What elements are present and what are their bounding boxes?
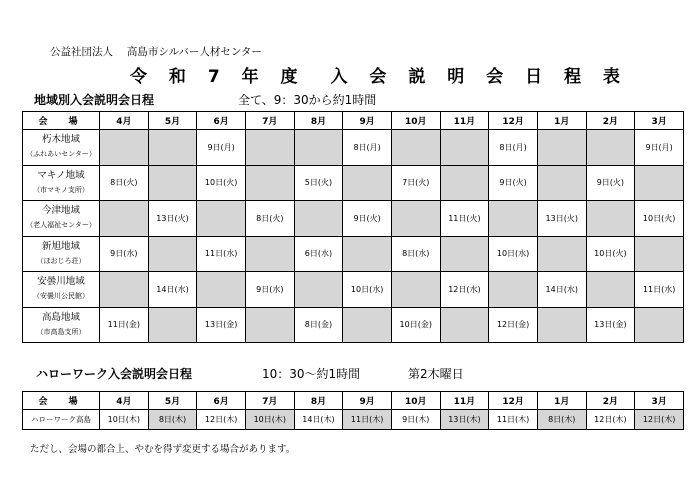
table-row xyxy=(23,410,684,430)
empty-cell xyxy=(391,201,440,237)
hellowork-time-note: 10：30～約1時間 xyxy=(262,367,361,381)
session-date-cell: 10日(火) xyxy=(197,165,246,201)
session-date-cell: 11日(金) xyxy=(100,307,149,343)
session-date-cell: 10日(火) xyxy=(586,236,635,272)
month-header: 3月 xyxy=(635,392,684,410)
empty-cell xyxy=(197,272,246,308)
region-cell xyxy=(23,130,100,166)
session-date-cell: 8日(金) xyxy=(294,307,343,343)
session-date-cell: 10日(火) xyxy=(635,201,684,237)
empty-cell xyxy=(148,130,197,166)
session-date-cell: 8日(木) xyxy=(148,410,197,430)
empty-cell xyxy=(100,130,149,166)
empty-cell xyxy=(635,236,684,272)
region-cell xyxy=(23,307,100,343)
session-date-cell: 9日(火) xyxy=(586,165,635,201)
venue-header: 会 場 xyxy=(23,112,100,130)
session-date-cell: 13日(火) xyxy=(148,201,197,237)
month-header: 2月 xyxy=(586,112,635,130)
month-header: 7月 xyxy=(245,392,294,410)
month-header: 1月 xyxy=(537,112,586,130)
month-header: 9月 xyxy=(343,112,392,130)
empty-cell xyxy=(294,130,343,166)
hellowork-schedule-table xyxy=(22,391,684,430)
session-date-cell: 12日(水) xyxy=(440,272,489,308)
empty-cell xyxy=(343,236,392,272)
region-name: 高島地域 xyxy=(41,311,80,323)
region-venue: （市高島支所） xyxy=(36,327,86,336)
session-date-cell: 11日(木) xyxy=(489,410,538,430)
session-date-cell: 9日(火) xyxy=(343,201,392,237)
region-name: 朽木地域 xyxy=(41,134,80,146)
session-date-cell: 14日(水) xyxy=(537,272,586,308)
regional-schedule-heading: 地域別入会説明会日程 xyxy=(34,93,155,107)
session-date-cell: 12日(木) xyxy=(635,410,684,430)
empty-cell xyxy=(537,165,586,201)
month-header: 1月 xyxy=(537,392,586,410)
empty-cell xyxy=(294,272,343,308)
empty-cell xyxy=(245,236,294,272)
region-venue: （安曇川公民館） xyxy=(33,292,89,301)
session-date-cell: 13日(金) xyxy=(586,307,635,343)
empty-cell xyxy=(489,201,538,237)
empty-cell xyxy=(148,307,197,343)
session-date-cell: 6日(水) xyxy=(294,236,343,272)
session-date-cell: 12日(木) xyxy=(586,410,635,430)
month-header: 12月 xyxy=(489,392,538,410)
empty-cell xyxy=(100,272,149,308)
table-header-row xyxy=(23,392,684,410)
empty-cell xyxy=(586,130,635,166)
month-header: 12月 xyxy=(489,112,538,130)
session-date-cell: 13日(火) xyxy=(537,201,586,237)
empty-cell xyxy=(635,165,684,201)
region-name: マキノ地域 xyxy=(37,169,85,181)
session-date-cell: 8日(月) xyxy=(489,130,538,166)
table-row xyxy=(23,236,684,272)
empty-cell xyxy=(100,201,149,237)
session-date-cell: 14日(木) xyxy=(294,410,343,430)
table-header-row xyxy=(23,112,684,130)
session-date-cell: 10日(水) xyxy=(489,236,538,272)
session-date-cell: 8日(月) xyxy=(343,130,392,166)
region-cell xyxy=(23,201,100,237)
session-date-cell: 9日(水) xyxy=(245,272,294,308)
empty-cell xyxy=(197,201,246,237)
session-date-cell: 11日(水) xyxy=(635,272,684,308)
session-date-cell: 8日(火) xyxy=(245,201,294,237)
month-header: 4月 xyxy=(100,112,149,130)
session-date-cell: 10日(木) xyxy=(100,410,149,430)
empty-cell xyxy=(440,307,489,343)
footnote: ただし、会場の都合上、やむを得ず変更する場合があります。 xyxy=(30,444,296,455)
region-venue: （ふれあいセンター） xyxy=(26,150,96,159)
month-header: 3月 xyxy=(635,112,684,130)
session-date-cell: 11日(木) xyxy=(343,410,392,430)
empty-cell xyxy=(245,307,294,343)
session-date-cell: 10日(水) xyxy=(343,272,392,308)
region-venue: （ほおじろ荘） xyxy=(36,256,86,265)
session-date-cell: 11日(火) xyxy=(440,201,489,237)
empty-cell xyxy=(294,201,343,237)
empty-cell xyxy=(391,272,440,308)
session-date-cell: 13日(木) xyxy=(440,410,489,430)
month-header: 9月 xyxy=(343,392,392,410)
session-date-cell: 10日(木) xyxy=(245,410,294,430)
table-row xyxy=(23,201,684,237)
page-title: 令 和 7 年 度 入 会 説 明 会 日 程 表 xyxy=(130,67,628,87)
session-date-cell: 9日(火) xyxy=(489,165,538,201)
session-date-cell: 13日(金) xyxy=(197,307,246,343)
month-header: 2月 xyxy=(586,392,635,410)
session-date-cell: 12日(金) xyxy=(489,307,538,343)
empty-cell xyxy=(440,236,489,272)
session-date-cell: 8日(水) xyxy=(391,236,440,272)
region-venue: （市マキノ支所） xyxy=(33,185,89,194)
session-date-cell: 7日(火) xyxy=(391,165,440,201)
session-date-cell: 9日(月) xyxy=(635,130,684,166)
empty-cell xyxy=(245,165,294,201)
empty-cell xyxy=(537,130,586,166)
session-date-cell: 9日(月) xyxy=(197,130,246,166)
month-header: 4月 xyxy=(100,392,149,410)
session-date-cell: 12日(木) xyxy=(197,410,246,430)
region-cell xyxy=(23,272,100,308)
empty-cell xyxy=(343,307,392,343)
empty-cell xyxy=(148,165,197,201)
empty-cell xyxy=(635,307,684,343)
hellowork-venue: ハローワーク高島 xyxy=(23,410,100,430)
venue-header: 会 場 xyxy=(23,392,100,410)
month-header: 10月 xyxy=(391,112,440,130)
session-date-cell: 11日(水) xyxy=(197,236,246,272)
empty-cell xyxy=(343,165,392,201)
table-row xyxy=(23,165,684,201)
month-header: 10月 xyxy=(391,392,440,410)
session-date-cell: 8日(木) xyxy=(537,410,586,430)
empty-cell xyxy=(489,272,538,308)
empty-cell xyxy=(148,236,197,272)
empty-cell xyxy=(537,307,586,343)
organization-name: 公益社団法人 高島市シルバー人材センター xyxy=(50,46,262,58)
session-date-cell: 8日(火) xyxy=(100,165,149,201)
month-header: 5月 xyxy=(148,392,197,410)
empty-cell xyxy=(586,272,635,308)
empty-cell xyxy=(440,130,489,166)
month-header: 7月 xyxy=(245,112,294,130)
empty-cell xyxy=(537,236,586,272)
region-name: 安曇川地域 xyxy=(37,276,85,288)
month-header: 5月 xyxy=(148,112,197,130)
session-date-cell: 10日(金) xyxy=(391,307,440,343)
regional-schedule-table xyxy=(22,111,684,343)
empty-cell xyxy=(586,201,635,237)
session-date-cell: 9日(木) xyxy=(391,410,440,430)
hellowork-week-note: 第2木曜日 xyxy=(408,367,464,381)
table-row xyxy=(23,130,684,166)
empty-cell xyxy=(391,130,440,166)
month-header: 6月 xyxy=(197,112,246,130)
empty-cell xyxy=(440,165,489,201)
table-row xyxy=(23,307,684,343)
table-row xyxy=(23,272,684,308)
region-venue: （老人福祉センター） xyxy=(26,221,96,230)
hellowork-schedule-heading: ハローワーク入会説明会日程 xyxy=(36,367,193,381)
month-header: 11月 xyxy=(440,392,489,410)
session-date-cell: 5日(火) xyxy=(294,165,343,201)
session-date-cell: 9日(水) xyxy=(100,236,149,272)
regional-schedule-time-note: 全て、9：30から約1時間 xyxy=(238,93,377,107)
region-cell xyxy=(23,236,100,272)
month-header: 11月 xyxy=(440,112,489,130)
region-name: 新旭地域 xyxy=(41,240,80,252)
region-name: 今津地域 xyxy=(41,205,80,217)
session-date-cell: 14日(水) xyxy=(148,272,197,308)
region-cell xyxy=(23,165,100,201)
empty-cell xyxy=(245,130,294,166)
month-header: 6月 xyxy=(197,392,246,410)
month-header: 8月 xyxy=(294,112,343,130)
month-header: 8月 xyxy=(294,392,343,410)
